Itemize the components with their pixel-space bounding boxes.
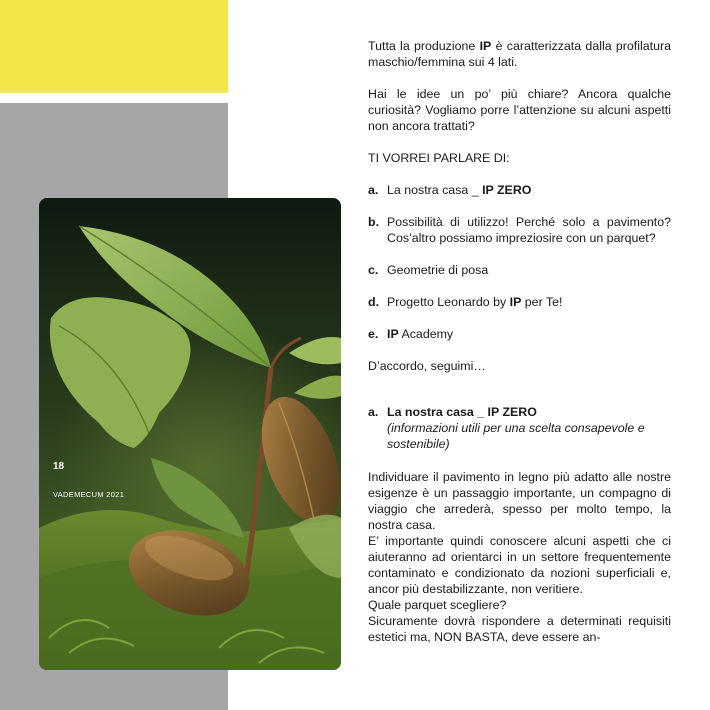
text-column <box>368 38 671 645</box>
footer-label: VADEMECUM 2021 <box>53 490 125 499</box>
body-paragraph-2: E’ importante quindi conoscere alcuni aspetti che ci aiuteranno ad orientarci in un settore frequentemente contaminato e condizionato da nozioni superficiali e, ancor più destabilizzante, non veritiere. <box>368 534 671 596</box>
topics-list <box>368 182 671 342</box>
intro-paragraph-1: Tutta la produzione IP è caratterizzata dalla profilatura maschio/femmina sui 4 lati. <box>368 39 671 69</box>
intro-paragraph-2: Hai le idee un po’ più chiare? Ancora qualche curiosità? Vogliamo porre l’attenzione su alcuni aspetti non ancora trattati? <box>368 87 671 133</box>
section-title: La nostra casa _ IP ZERO <box>387 405 537 419</box>
list-item: e. IP Academy <box>368 327 454 341</box>
list-item: c. Geometrie di posa <box>368 263 489 277</box>
seedling-photo <box>39 198 341 670</box>
page-number: 18 <box>53 461 65 472</box>
section-heading: a. La nostra casa _ IP ZERO (informazioni utili per una scelta consapevole e sostenibile) <box>368 404 671 452</box>
body-paragraph-1: Individuare il pavimento in legno più adatto alle nostre esigenze è un passaggio importante, un compagno di viaggio che arrederà, spesso per molto tempo, la nostra casa. <box>368 470 671 532</box>
list-item: d. Progetto Leonardo by IP per Te! <box>368 295 563 309</box>
brand-ip: IP <box>479 39 492 53</box>
list-item: a. La nostra casa _ IP ZERO <box>368 183 532 197</box>
body-paragraph-4: Sicuramente dovrà rispondere a determinati requisiti estetici ma, NON BASTA, deve essere an- <box>368 614 671 644</box>
body-paragraph-3: Quale parquet scegliere? <box>368 598 507 612</box>
yellow-accent-block <box>0 0 228 93</box>
closing-line: D’accordo, seguimi… <box>368 359 486 373</box>
section-subtitle: (informazioni utili per una scelta consapevole e sostenibile) <box>387 421 645 451</box>
topics-heading: TI VORREI PARLARE DI: <box>368 151 510 165</box>
list-item: b. Possibilità di utilizzo! Perché solo a pavimento? Cos’altro possiamo impreziosire con un parquet? <box>368 215 671 245</box>
